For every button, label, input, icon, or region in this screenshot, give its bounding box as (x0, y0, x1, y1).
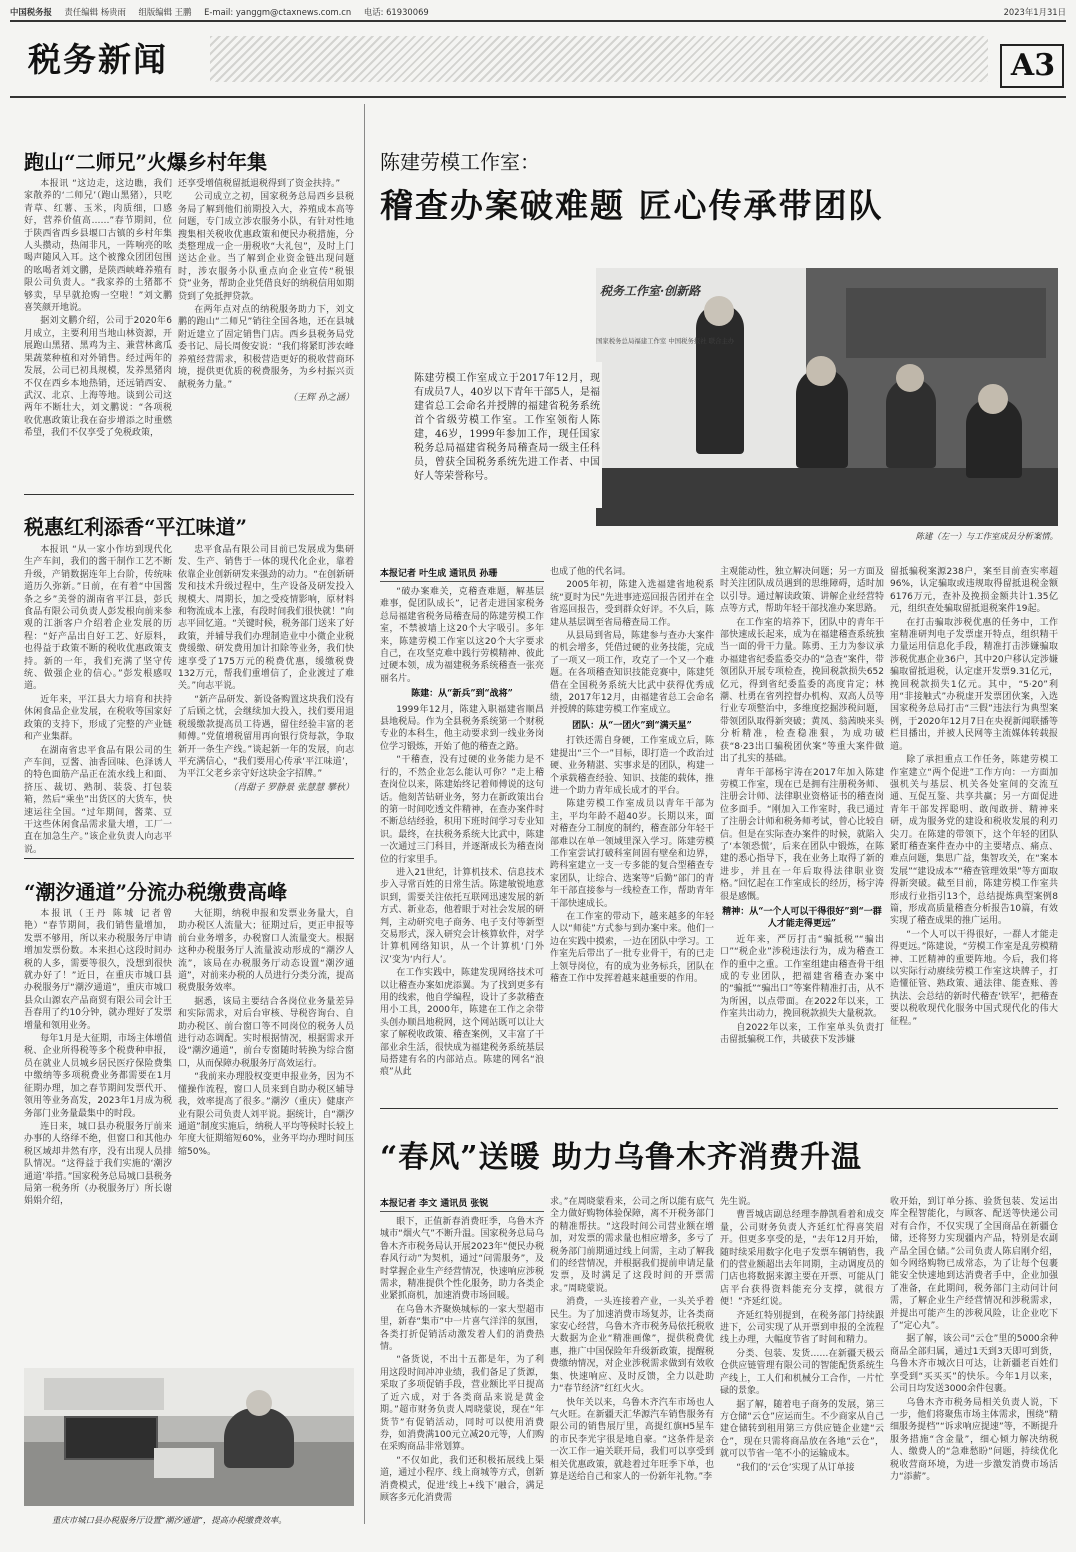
issue-date: 2023年1月31日 (1003, 7, 1066, 17)
divider-pingjiang (24, 858, 354, 859)
pingjiang-col1: 本报讯 “从一家小作坊到现代化生产车间，我们的酱干制作工艺不断升级，产销数据连年上台阶，传统味道历久弥新。”日前，在有着“中国酱条之乡”美誉的湖南省平江县，彭氏食品有限公司负责人彭发根向前来参观的江浙客户介绍着企业发展的历程：“好产品出自好工艺、好原料，也得益于政策不断的税收优惠政策支持。新的一年，我们充满了坚守传统、做强企业的信心。”彭发根感叹道。 近年来，平江县大力培育和扶持休闲食品企业发展，在税收等国家好政策的支持下，形成了完整的产业链和产业集群。 在湖南省忠平食品有限公司的生产车间，豆酱、油香回味、色泽诱人的特色面筋产品正在流水线上和面、挤压、裁切、熟制、装袋、打包装箱，然后“乘坐”出货区的大货车，快速运往全国。“过年期间，酱菜、豆干这些休闲食品需求量大增，工厂一直在加急生产。”该企业负责人向志平说。 (24, 545, 172, 855)
byline-chunfeng: 本报记者 李文 通讯员 张锐 (380, 1196, 544, 1212)
column-separator (364, 104, 365, 1524)
chunfeng-col2: 求。”在周晓蒙看来，公司之所以能有底气全力做好购物体验保障，离不开税务部门的精准帮扶。“这段时间公司营业额在增加，对发票的需求量也相应增多，多亏了税务部门前期通过线上问需，主动了解我们的经营情况，并根据我们提前申请足量发票，及时满足了这段时间的开票需求。”周晓蒙说。 消费，一头连接着产业，一头关乎着民生。为了加速消费市场复苏，让各类商家安心经营，乌鲁木齐市税务局依托税收大数据为企业“精准画像”，提供税费优惠，推广中国保险年升级新政策，提醒税费缴纳情况，对企业涉税需求做到有效收集、快速响应、及时反馈，全力以赴助力“春节经济”红红火火。 快年关以来，乌鲁木齐汽车市场也人气火旺。在新疆天汇华源汽车销售服务有限公司的销售展厅里，高提红旗H5星车的市民李光宇很是地自豪。“这条件是亲一次工作一遍关联开局，我们可以享受到相关优惠政策，就趁着过年旺季下单，也算是送给自己和家人的一份新年礼物。”李 (550, 1197, 714, 1482)
chunfeng-col4: 收开始，到订单分拣、验货包装、发运出库全程智能化，与顾客、配送等快递公司对有合作，不仅实现了全国商品在新疆仓储，还将努力实现疆内产品，特别是农副产品全国仓储。”公司负责人陈启刚介绍，如今网络购物已成常态，为了让每个包裹能安全快速地到达消费者手中，企业加强了准备，在此期间，税务部门主动问计问需，了解企业生产经营情况和涉税需求，并提出可能产生的涉税风险，让企业吃下了“定心丸”。 据了解，该公司“云仓”里的5000余种商品全部归属，通过1天到3天即可到货，乌鲁木齐市城次日可达，让新疆老百姓们享受到“买买买”的快乐。今年1月以来，公司日均发送3000余件包裹。 乌鲁木齐市税务局相关负责人说，下一步，他们将聚焦市场主体需求，围绕“精细服务提档”“诉求响应提速”等，不断提升服务措施“含金量”，细心倾力解决纳税人、缴费人的“急难愁盼”问题，持续优化税收营商环境，为进一步激发消费市场活力“添薪”。 (890, 1197, 1058, 1482)
divider-chen (380, 1108, 1058, 1109)
divider-paoshan (24, 494, 354, 495)
headline-pingjiang: 税惠红利添香“平江味道” (24, 515, 248, 539)
masthead-top-line (10, 6, 1066, 20)
headline-chunfeng: “春风”送暖 助力乌鲁木齐消费升温 (380, 1140, 862, 1175)
chunfeng-col1: 眼下，正值新春消费旺季，乌鲁木齐城市“烟火气”不断升温。国家税务总局乌鲁木齐市税务局认开展2023年“便民办税春风行动”为契机，通过“问需服务”，及时掌握企业生产经营情况，快速响应涉税需求，精准提供个性化服务，助力各类企业紧抓商机，加速消费市场回暖。 在乌鲁木齐聚焕城标的一家大型超市里，新春“集市”中一片喜气洋洋的氛围，各类打折促销活动激发着人们的消费热情。 “备货说，不出十五都是年，为了利用这段时间冲冲业绩，我们备足了货源，采取了多项促销手段，营业额比平日提高了近六成，对于各类商品来说是黄金期。”超市财务负责人周晓蒙说，现在“年货节”有促销活动，同时可以使用消费券，如消费满100元立减20元等，人们购在采购商品非常划算。 “不仅如此，我们还积极拓展线上渠道，通过小程序、线上商城等方式，创新消费模式，促进‘线上+线下’融合，满足顾客多元化消费需 (380, 1217, 544, 1503)
masthead-rule-bottom (10, 96, 1066, 98)
photo-tax-hall (24, 1368, 354, 1506)
responsible-editor: 责任编辑 杨贵雨 (64, 7, 126, 17)
contact-phone: 电话: 61930069 (363, 7, 429, 17)
paoshan-col1: 本报讯 “这边走，这边瞧，我们家散养的‘二师兄’（跑山黑猪），只吃青草、红薯、玉米，肉质细，口感好，营养价值高……”春节期间，位于陕西省西乡县堰口古镇的乡村年集人头攒动，热闹非凡，一阵响亮的吆喝声随风入耳。这个被豫众团团包围的吆喝者刘文鹏，是陕西峡峰养殖有限公司负责人。“我家养的土猪都不够卖，早早就抢购一空啦！”刘文鹏喜笑颜开地说。 据刘文鹏介绍，公司于2020年6月成立，主要利用当地山林资源，开展跑山黑猪、黑鸡为主、兼营林禽瓜果蔬菜种植和对外销售。经过两年的发展，公司已初具规模，发养黑猪肉不仅在西乡本地热销，还远销西安、武汉、北京、上海等地。谈到公司这两年不断壮大，刘文鹏说：“各项税收优惠政策让我在奋步增添之时重燃希望，我们不仅享受了免税政策， (24, 179, 172, 439)
headline-paoshan: 跑山“二师兄”火爆乡村年集 (24, 150, 268, 174)
masthead-pattern (210, 36, 988, 82)
headline-chen: 稽查办案破难题 匠心传承带团队 (380, 186, 884, 225)
section-title: 税务新闻 (28, 40, 168, 79)
masthead-rule-top (10, 20, 1066, 22)
pingjiang-col2: 忠平食品有限公司目前已发展成为集研发、生产、销售于一体的现代化企业，靠着依靠企业创新研发来强劲的动力。“在创新研发和技术升级过程中，生产设备及研发投入规模大、周期长，加之受疫情影响，原材料和物流成本上涨，有段时间我们很快就！”向志平回忆道。“关键时候，税务部门送来了好政策，并辅导我们办理制造业中小微企业税费缓缴、研发费用加计扣除等业务，我们快速享受了175万元的税费优惠，缓缴税费132万元，帮我们重增信了，企业渡过了难关。”向志平说。 “新产品研发、新设备购置这块我们没有了后顾之忧，会继续加大投入，找们要用退税缓缴款提高员工待遇，留住经验丰富的老师傅。”党值增税留用再向银行贷每款，争取新开一条生产线。”谈起新一年的发展，向志平充满信心，“我们要用心传承‘平江味道’，为平江父老乡亲守好这块金字招牌。” （肖甜子 罗静景 张慧慧 攀秋） (178, 545, 354, 793)
byline-chen: 本报记者 叶生成 通讯员 孙珊 (380, 566, 544, 582)
chaoxiang-col1: 本报讯（王丹 陈城 记者曾艳）“春节期间，我们销售量增加，发票不够用，所以来办税服务厅申请增加发票份数。本来担心这段时间办税的人多，需要等很久，没想到很快就办好了！”近日，在重庆市城口县办税服务厅“潮汐通道”，重庆市城口县众山源农产品商贸有限公司会计王吾春用了约10分钟，就办理好了发票增量和领用业务。 每年1月是大征期，市场主体增值税、企业所得税等多个税费种申报，员在就业人员城乡居民医疗保险费集中缴纳等多项税费业务都需要在1月征期办理，加之春节期间发票代开、领用等业务高发，2023年1月成为税务部门业务量最集中的时段。 连日来，城口县办税服务厅前来办事的人络绎不绝，但窗口和其他办税区域却井然有序，没有出现人员排队情况。“这得益于我们实施的‘潮汐通道’举措。”国家税务总局城口县税务局第一税务所（办税服务厅）所长谢娟娟介绍， (24, 909, 172, 1207)
paoshan-col2: 还享受增值税留抵退税得到了资金扶持。” 公司成立之初，国家税务总局西乡县税务局了解到他们前期投入大，养殖成本高等问题，专门成立涉农服务小队，有针对性地搜集相关税收优惠政策和便民办税措施，分类整理成一企一册税收“大礼包”，及时上门送达企业。当了解到企业资金链出现问题时，涉农服务小队重点向企业宣传“税银贷”业务，帮助企业凭借良好的纳税信用如期贷到了免抵押贷款。 在两年点对点的纳税服务助力下，刘文鹏的跑山“二师兄”销往全国各地，还在县城附近建立了固定销售门店。西乡县税务局党委书记、局长周俊安说：“我们将紧盯涉农峰养殖经营需求，积极营造更好的税收营商环境，提供更优质的税费服务，为乡村振兴贡献税务力量。” （王辉 孙之涵） (178, 179, 354, 403)
paper-name: 中国税务报 (10, 7, 52, 17)
photo-chen-team (596, 268, 1058, 526)
chen-intro-text: 陈建劳模工作室成立于2017年12月，现有成员7人，40岁以下青年干部5人，是福建省总工会命名并授牌的福建省税务系统首个省级劳模工作室。工作室领衔人陈建，46岁，1999年参加工作，现任国家税务总局福建省税务局稽查局一级主任科员，曾获全国税务系统先进工作者、中国好人等荣誉称号。 (414, 373, 600, 482)
studio-sign-sub: 国家税务总局福建工作室 中国税务报社 联合主办 (596, 337, 735, 345)
contact-email: E-mail: yanggm@ctaxnews.com.cn (204, 7, 352, 17)
page-number: A3 (1010, 48, 1056, 83)
caption-chen: 陈建（左一）与工作室成员分析案情。 (915, 531, 1058, 541)
chen-col3: 主观能动性，独立解决问题；另一方面及时关注团队成员遇到的思维障碍，适时加以引导。通过解读政策、讲解企业经营特点等方式，帮助年轻干部找准办案思路。 在工作室的培养下，团队中的青年干部快速成长起来，成为在福建稽查系统独当一面的骨干力量。陈勇、王力为参议承办福建省纪委监委交办的“急查”案件，带领团队开展专项检查，挽回税款损失652亿元，得到省纪委监委的高度肯定；林潮、杜勇在省列控督办机构、双高人员等行业专项整治中，多维度挖掘涉税问题，带领团队取得新突破；黄凤、翁茜映来头分析精准，检查稳准狠，为成功破获“8·23出口骗税团伙案”等重大案件做出了扎实的基础。 青年干部杨宇涛在2017年加入陈建劳模工作室，现在已是拥有注册税务师、注册会计师、法律职业资格证书的稽查岗位多面手。“刚加入工作室时，我已通过了注册会计师和税务师考试，曾心比较自信。但是在实际查办案件的时候，就陷入了‘本领恐慌’，后来在团队中锻炼，在陈建的悉心指导下，我在业务上取得了新的进步，并且在一年后取得法律职业资格。”回忆起在工作室成长的经历，杨宇涛很是感慨。 精神：从“一个人可以干得很好”到“一群人才能走得更远” 近年来，严厉打击“骗抵税”“骗出口”“税企业”涉税违法行为，成为稽查工作的重中之重。工作室组建由稽查骨干组成的专业团队，把福建省稽查办案中的“骗抵”“骗出口”等案件精准打击，从不为所困，以点带面。在2022年以来，工作室共出动力，挽回税款损失大量税款。 自2022年以来，工作室单头负责打击留抵骗税工作，共破获下发涉嫌 (720, 567, 884, 1046)
chen-col1: “破办案难关，克稽查难题，解基层难事，促团队成长”，记者走进国家税务总局福建省税务局稽查局的陈建劳模工作室，不禁被墙上这20个大字吸引。多年来，陈建劳模工作室以这20个大字要求自己，在攻坚克难中践行劳模精神、彼此过硬本领，成为福建税务系统稽查一张亮丽名片。 陈建：从“新兵”到“战将” 1999年12月，陈建入职福建省顺昌县地税局。作为全县税务系统第一个财税专业的本科生，他主动要求到一线业务岗位学习锻炼，开始了他的稽查之路。 “干稽查，没有过硬的业务能力是不行的，不然企业怎么能认可你？”走上稽查岗位以来，陈建始终记着师傅说的这句话。他刻苦钻研业务，努力在新政策出台的第一时间吃透文件精神，在查办案件时不断总结经验，积用下班时间学习专业知识。最终，在扶税务系统大比武中，陈建一次通过三门科目，并逐渐成长为稽查岗位的行家里手。 进入21世纪，计算机技术、信息技术步入寻常百姓的日常生活。陈建敏锐地意识到，需要关注依托互联网迅速发展的新方式、新业态，他着眼于对社会发展的研判，主动研究电子商务、电子支付等新型交易形式，深入研究会计核算软件，对学计算机网络知识，从一个计算机‘门外汉’变为‘内行人’。 在工作实践中，陈建发现网络技术可以让稽查办案如虎添翼。为了找到更多有用的线索，他自学编程，设计了多款稽查用小工具，2000年，陈建在工作之余带头创办顺昌地税网，这个网站既可以让大家了解税收政策、稽查案例，又丰富了干部业余生活，很快成为福建税务系统基层局搭建有名的内部站点。陈建的网名“浪痕”从此 (380, 587, 544, 1078)
chaoxiang-col2: 大征期，纳税申报和发票业务量大，自助办税区人流量大；征期过后，更正申报等前台业务增多，办税窗口人流量变大。根据这种办税服务厅人流量波动形成的“潮汐人流”，该局在办税服务厅动态设置“潮汐通道”，对前来办税的人员进行分类分流，提高税费服务效率。 据悉，该局主要结合各岗位业务量差异和实际需求，对后台审核、导税咨询台、自助办税区、前台窗口等不同岗位的税务人员进行动态调配。实时根据情况，根据需求开设“潮汐通道”，前台专窗随时转换为综合窗口，从而保障办税服务厅高效运行。 “我前来办理股权变更申报业务，因为不懂操作流程，窗口人员来到自助办税区辅导我，效率提高了很多。”潮汐（重庆）健康产业有限公司负责人刘平说。据统计，自“潮汐通道”制度实施后，纳税人平均等候时长较上年度大征期缩短60%，业务平均办理时间压缩50%。 (178, 909, 354, 1157)
layout-editor: 组版编辑 王鹏 (138, 7, 192, 17)
chunfeng-col3: 先生说。 曹晋城店副总经理李静凯看着和成交量，公司财务负责人齐延红忙得喜笑眉开。但更多享受的是，“去年12月开始，随时续采用数字化电子发票车辆销售，我们的营业额超出去年同期，主动调度员的门店也将数据来源主要在开票、可能从门店平台获得资料能充分支撑，就很方便！”齐延红说。 齐延红特别提到，在税务部门持续跟进下，公司实现了从开票到申报的全流程线上办理，大幅度节省了时间和精力。 分类、包装、发货……在新疆天极云仓供应链管理有限公司的智能配货系统生产线上，工人们和机械分工合作，一片忙碌的景象。 据了解，随着电子商务的发展，第三方仓储“云仓”应运而生。不少商家从自己建仓储转到租用第三方供应链企业建“云仓”，现在只需将商品放在各地“云仓”，就可以节省一笔不小的运输成本。 “我们的‘云仓’实现了从订单接 (720, 1197, 884, 1473)
chen-col4: 留抵骗税案源238户，案至目前查实率超96%，认定骗取或违规取得留抵退税金额6176万元，查补及挽损金额共计1.35亿元，组织查处骗取留抵退税案件19起。 在打击骗取涉税优惠的任务中，工作室精准研判电子发票虚开特点，组织精干力量运用信息化手段，精准打击涉嫌骗取涉税优惠企业36户，其中20户移认定涉嫌骗取留抵退税，认定虚开发票9.31亿元，挽回税款损失1亿元。其中，“5·20”利用“非接触式”办税虚开发票团伙案，入选国家税务总局打击“三假”违法行为典型案例，于2020年12月7日在央视新闻联播等栏目播出，并被人民网等主流媒体转载报道。 除了承担重点工作任务，陈建劳模工作室建立“两个促进”工作方向：一方面加强机关与基层、机关各处室间的交流互通、互促互鉴、共享共赢；另一方面促进青年干部发挥聪明、敢闯敢拼、精神来研，成为服务党的建设和税收发展的利刃尖刀。在陈建的带领下，这个年轻的团队紧盯稽查案件查办中的主要堵点、痛点、难点问题，集思广益，集智攻关，在“案本发展”“建设成本”“稽查管理效果”等方面取得新突破。截至目前，陈建劳模工作室共形成行业指引13个，总结提炼典型案例8篇，形成高质量稽查分析报告10篇，有效实现了稽查成果的推广运用。 “一个人可以干得很好，一群人才能走得更远。”陈建说，“劳模工作室是乱劳模精神、工匠精神的重要阵地。今后，我们将以实际行动赓续劳模工作室这块牌子，打造懂征管、熟政策、通法律、能查账、善执法、会总结的新时代稽查‘铁军’，把稽查要以税收现代化服务中国式现代化的伟大征程。” (890, 567, 1058, 1027)
headline-chaoxiang: “潮汐通道”分流办税缴费高峰 (24, 880, 288, 904)
kicker-chen: 陈建劳模工作室： (380, 150, 540, 174)
caption-tax-hall: 重庆市城口县办税服务厅设置“潮汐通道”，提高办税缴费效率。 (52, 1515, 287, 1525)
studio-sign: 税务工作室·创新路 (600, 284, 701, 298)
chen-col2: 也成了他的代名词。 2005年初，陈建入选福建省地税系统“夏时为民”先进事迹巡回报告团并在全省巡回报告，受到群众好评。不久后，陈建从基层调至省局稽查局工作。 从县局到省局，陈建参与查办大案件的机会增多，凭借过硬的业务技能，完成了一项又一项工作，攻克了一个又一个难题。在各项稽查知识技能竞赛中，陈建凭借在全国税务系统大比武中获得优秀成绩，2017年12月，由福建省总工会命名并授牌的陈建劳模工作室成立。 团队：从“一团火”到“满天星” 打铁还需自身硬，工作室成立后，陈建提出“三个一”目标，即打造一个政治过硬、业务精湛、实事求是的团队，构建一个承载稽查经验、知识、技能的载体，推进一个助力青年成长成才的平台。 陈建劳模工作室成员以青年干部为主，平均年龄不超40岁。长期以来，面对稽查分工制度的制约，稽查部分年轻干部难以在单一领域里深入学习。陈建劳模工作室尝试打破科室间固有壁垒和边界，跨科室建立一支一专多能的复合型稽查专家团队，让综合、选案等“后勤”部门的青年干部直接参与一线检查工作，帮助青年干部快速成长。 在工作室的带动下，越来越多的年轻人以“师徒”方式参与到办案中来。他们一边在实践中摸索，一边在团队中学习。工作室先后带出了一批专业骨干，有的已走上领导岗位，有的成为业务标兵，团队在稽查工作中发挥着越来越重要的作用。 (550, 567, 714, 984)
